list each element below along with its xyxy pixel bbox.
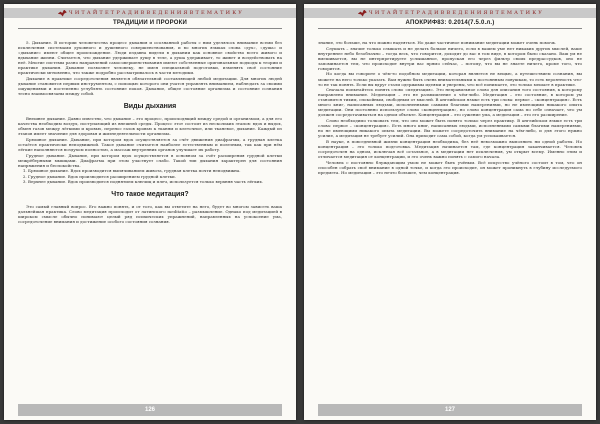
left-page-footer <box>18 404 282 416</box>
heading-what-is-meditation: Что такое медитация? <box>111 191 189 199</box>
paragraph: Сначала попытайтесь понять слово «медитация». Это неправильное слово для описания того состояния, к которому направлено внимание. Медитация – это не размышление о чём-либо. Медитация – это состояние, в котором ум становится тихим, спокойным, свободным от мыслей. В английском языке есть три слова: первое – «концентрация». Есть много книг, написанных людьми, исполненными самыми благими намерениями, но не имеющими никакого опыта медитации. Они постоянно используют слово «концентрация», но слово концентрация сама по себе означает, что ум должен сосредотачиваться на одном объекте. Концентрация – это сужение ума, а медитация – это его расширение. <box>318 87 582 118</box>
paragraph: 5. Дыхание. В истории человечества процесс дыхания и осознанной работы с ним уделялось внимание всеми без исключения системами духовного и душевного совершенствования, и во многих языках слова «дух», «душа» и «дыхание» имеют общее происхождение. Люди издавна видели в дыхании как основное свойство всего живого и вдыхание жизни. Считается, что дыхание удерживает душу в теле, а душа удерживает, то живет и воздействовать на неё. Многие системы разно направлений самосовершенствования имеют собственные оригинальные подходы к теории и практике дыхания. Дыхание позволяет человеку, не имея специальной подготовки, изменять своё состояние практически мгновенно, что также подробно рассматривалось в части методики. <box>18 40 282 76</box>
page-number: 127 <box>444 407 455 413</box>
bird-logo-icon <box>58 10 67 17</box>
paragraph: Это самый главный вопрос. Его важно понять, и от того, как вы ответите на него, будет во многом зависеть ваша дальнейшая практика. Слово медитация происходит от латинского meditatio – размышление. Однако под медитацией в широком смысле обычно понимают целый ряд психических упражнений, направленных на успокоение ума, сосредоточение внимания и достижение особого состояния сознания. <box>18 204 282 225</box>
right-header-rule <box>318 28 582 29</box>
left-page <box>4 4 296 420</box>
bird-logo-icon <box>358 10 367 17</box>
list-item: 1. Брюшное дыхание. Вдох производится выпячиванием живота, грудная клетка почти неподвижна. <box>28 168 282 173</box>
paragraph: Человек с постоянно блуждающим умом не может быть учёным. Всё искусство учёного состоит в том, что он способен собрать своё внимание в одной точке, и когда это происходит, он может проникнуть в глубину исследуемого предмета. Но медитация – это нечто большее, чем концентрация. <box>318 159 582 175</box>
breath-list <box>18 168 282 184</box>
list-item: 3. Верхнее дыхание. Вдох производится поднятием ключиц и плеч, используется только верхняя часть лёгких. <box>28 179 282 184</box>
paragraph: В науке, в повседневной жизни концентрация необходима, без неё невозможно выполнить ни одной работы. Но концентрация – это только подготовка. Медитация начинается там, где концентрация заканчивается. Человек сосредоточен на одном, исключая всё остальное, а в медитации нет исключения, ум открыт всему. Именно этим и отличается медитация от концентрации, и это очень важно понять с самого начала. <box>318 138 582 159</box>
left-header-banner <box>4 8 296 18</box>
heading-breath-types: Виды дыхания <box>123 103 177 111</box>
right-page <box>304 4 596 420</box>
paragraph: Слушать – значит только слышать и не делать больше ничего, если в вашем уме нет никаких других мыслей, ваше внутреннее небо безоблачно – тогда весь, что говорится, доходит до вас в том виде, в котором было сказано. Ваш ум не вмешивается, вы не интерпретируете услышанное, пропуская его через фильтр своих предрассудков, оно не запоминается тем, что происходит внутри вас прямо сейчас, – потому, что вы не знаете ничего, кроме того, что говорится. <box>318 45 582 71</box>
right-section-title: АПОКРИФ83: 0.2014(7.5.0.л.) <box>405 20 495 26</box>
right-page-footer <box>318 404 582 416</box>
paragraph: Внешнее дыхание. Давно известно, что дыхание – это процесс, происходящий между средой и организмом, а для его качества необходим воздух, поступающий из внешней среды. Процесс этот состоит из нескольких этапов: вдох и выдох, обмен газов между лёгкими и кровью, перенос газов кровью к тканям и клеточное, или тканевое, дыхание. Каждый из этапов имеет значение для здоровья и жизнедеятельности организма. <box>18 116 282 137</box>
paragraph: Дыхание в практике сосредоточения является обязательной составляющей любой медитации. Для многих людей дыхание становится первым инструментом, с помощью которого они учатся управлять вниманием, наблюдать за своими ощущениями и постепенно углублять состояние покоя. Дыхание, общее состояние организма и состояние сознания тесно взаимосвязаны между собой. <box>18 75 282 97</box>
paragraph: Брюшное дыхание. Дыхание, при котором вдох осуществляется за счёт движения диафрагмы, а грудная клетка остаётся практически неподвижной. Такое дыхание считается наиболее естественным и полезным, так как при нём лёгкие наполняются воздухом полностью, а массаж внутренних органов улучшает их работу. <box>18 136 282 152</box>
left-header-rule <box>18 28 282 29</box>
left-header-title: Ч И Т А Й Т Е Т Р А Д И В В Е Д Е Н И Я В Т Е М А Т И К У <box>68 10 243 16</box>
paragraph: Грудное дыхание. Дыхание, при котором вдох осуществляется в основном за счёт расширения грудной клетки межрёберными мышцами. Диафрагма при этом участвует слабо. Такой тип дыхания характерен для состояния напряжения и беспокойства. <box>18 152 282 168</box>
right-header-title: Ч И Т А Й Т Е Т Р А Д И В В Е Д Е Н И Я В Т Е М А Т И К У <box>368 10 543 16</box>
left-section-title: ТРАДИЦИИ И ПРОРОКИ <box>112 20 187 26</box>
paragraph: Слово необходимо толковать тем, что оно может быть понято только через практику. В английском языке есть три слова: первое – «концентрация». Есть много книг, написанных людьми, исполненными самыми благими намерениями, но не имеющими никакого опыта медитации. Вы можете сосредоточить внимание на чём-либо, и для этого нужно усилие, а медитация не требует усилий. Она приходит сама собой, когда ум успокаивается. <box>318 118 582 139</box>
list-item: 2. Грудное дыхание. Вдох производится расширением грудной клетки. <box>28 174 282 179</box>
left-content <box>18 40 282 396</box>
paragraph: Но когда вы говорите о чём-то подобном медитации, которая является не вещью, а путешествием сознания, вы можете на него только указать. Вам нужно быть очень внимательными к постоянным ловушкам, то есть вероятность что-то не так понять. Если вы вдруг стали одержимы идеями и уверены, что всё понимаете, это только мешает в практике. <box>318 71 582 87</box>
paragraph: знание, это больше, на что можно надеяться. Но даже частичное понимание медитации может очень помочь. <box>318 40 557 45</box>
right-content <box>318 40 582 396</box>
page-number: 126 <box>144 407 155 413</box>
right-header-banner <box>304 8 596 18</box>
